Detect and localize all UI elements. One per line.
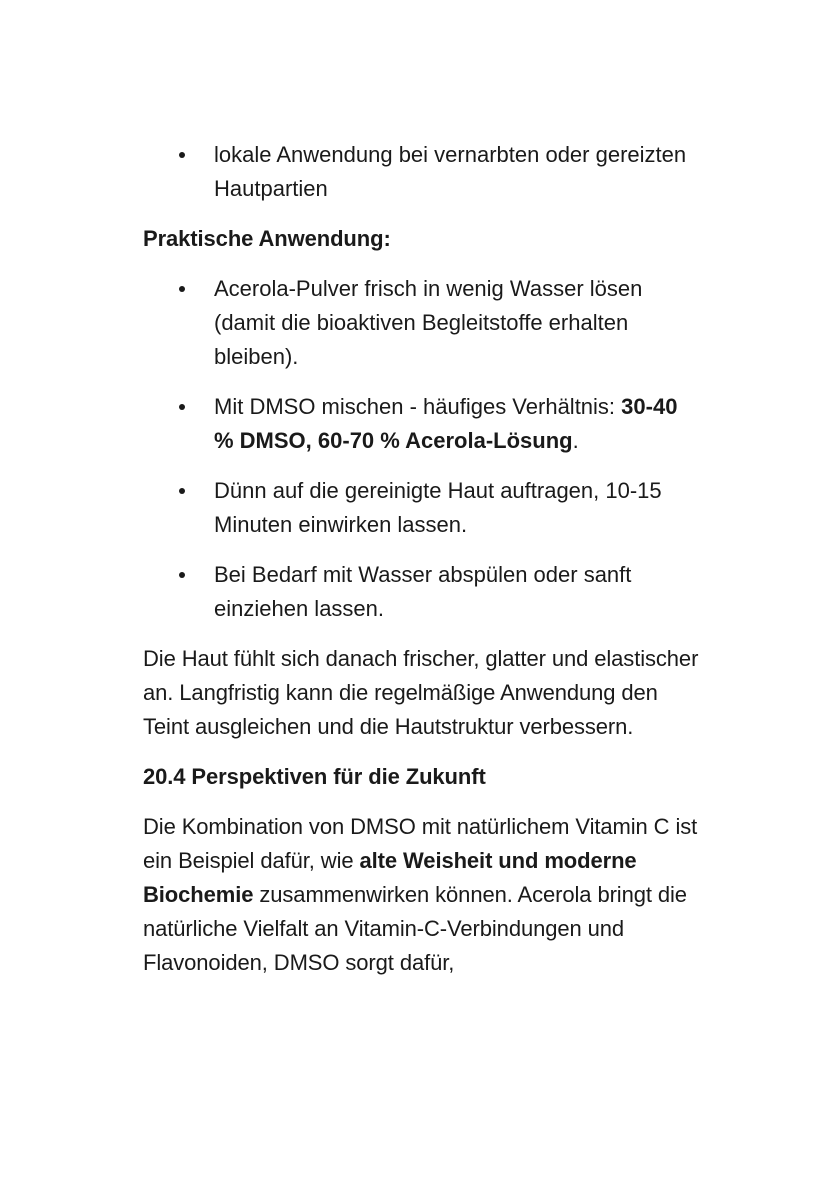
list-item-text: Acerola-Pulver frisch in wenig Wasser lösen (damit die bioaktiven Begleitstoffe erhalten bleiben). [214,276,643,369]
bullet-icon [179,488,185,494]
list-item [143,272,703,374]
list-item-text: Bei Bedarf mit Wasser abspülen oder sanft einziehen lassen. [214,562,632,621]
list-item [143,474,703,542]
list-item-text: Dünn auf die gereinigte Haut auftragen, 10-15 Minuten einwirken lassen. [214,478,662,537]
paragraph-text-end: zusammenwirken können. Acerola bringt die natürliche Vielfalt an Vitamin-C-Verbindungen und Flavonoiden, DMSO sorgt dafür, [143,882,687,975]
list-item-text: lokale Anwendung bei vernarbten oder gereizten Hautpartien [214,142,687,201]
bullet-icon [179,404,185,410]
paragraph-bold-text: alte Weisheit und moderne Biochemie [143,848,637,907]
list-item-text-end: . [572,428,579,453]
result-paragraph: Die Haut fühlt sich danach frischer, glatter und elastischer an. Langfristig kann die regelmäßige Anwendung den Teint ausgleichen und die Hautstruktur verbessern. [143,646,699,739]
list-item [143,390,703,458]
ratio-bold-text: 30-40 % DMSO, 60-70 % Acerola-Lösung [214,394,678,453]
practical-heading: Praktische Anwendung: [143,226,391,251]
section-heading: 20.4 Perspektiven für die Zukunft [143,764,486,789]
list-item [143,558,703,626]
document-page [143,138,703,980]
continued-bullet-list [143,138,703,206]
bullet-icon [179,152,185,158]
list-item [143,138,703,206]
list-item-text: Mit DMSO mischen - häufiges Verhältnis: [214,394,622,419]
bullet-icon [179,286,185,292]
section-paragraph [143,810,703,980]
paragraph-text: Die Kombination von DMSO mit natürlichem Vitamin C ist ein Beispiel dafür, wie [143,814,698,873]
bullet-icon [179,572,185,578]
practical-bullet-list [143,272,703,626]
